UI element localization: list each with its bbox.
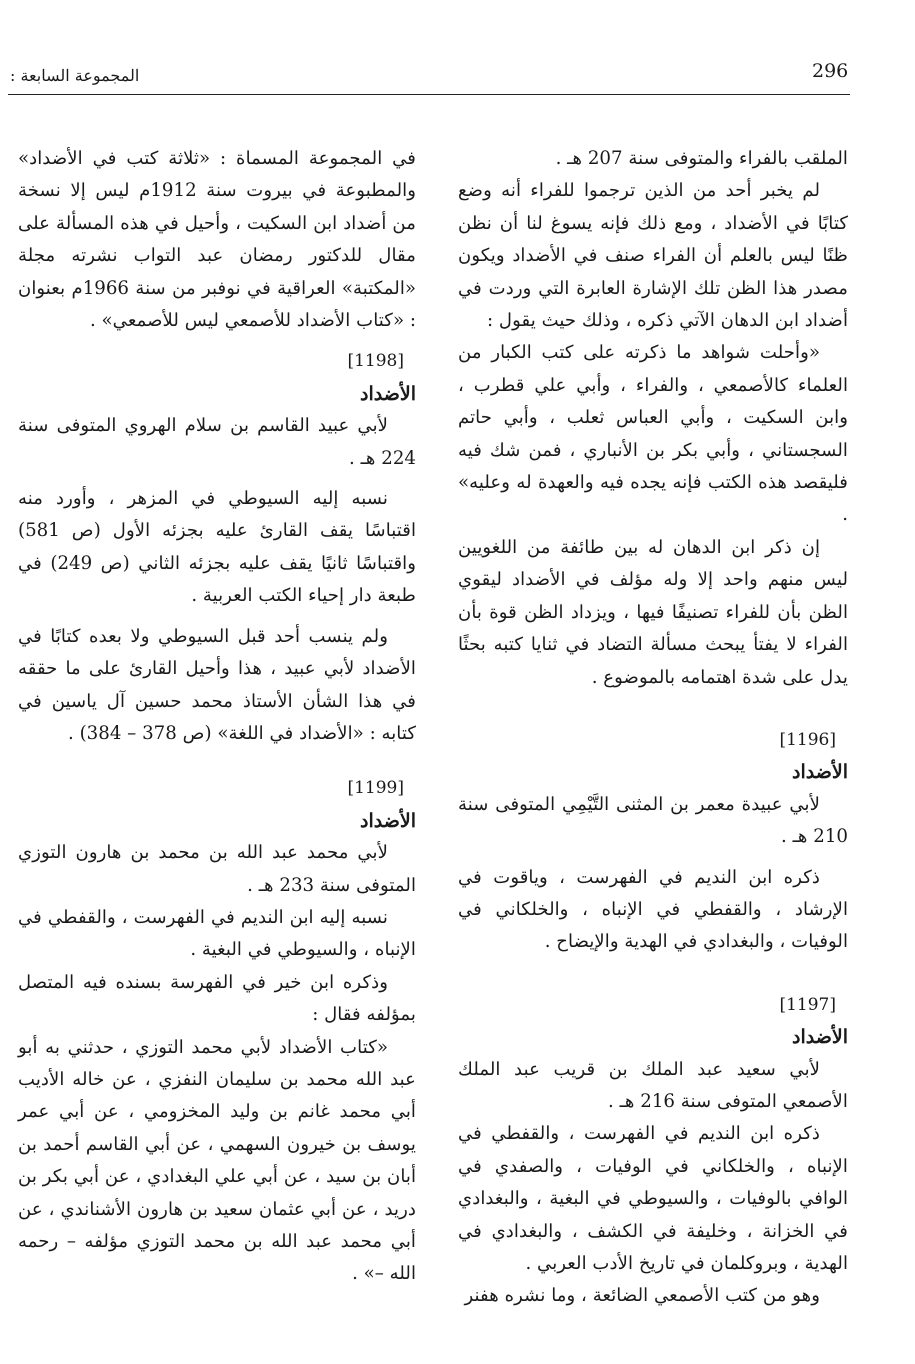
intro-line: الملقب بالفراء والمتوفى سنة 207 هـ .: [555, 148, 848, 169]
right-column: [458, 143, 848, 1313]
running-title: المجموعة السابعة :: [10, 66, 140, 85]
spacer: [458, 854, 848, 862]
entry-number-1198: [1198]: [347, 351, 404, 372]
entry-title-1197: الأضداد: [792, 1026, 848, 1049]
entry-body-1198-a: نسبه إليه السيوطي في المزهر ، وأورد منه اقتباسًا يقف القارئ عليه بجزئه الأول (ص 581) واقتباسًا ثانيًا يقف عليه بجزئه الثاني (ص 249) في طبعة دار إحياء الكتب العربية .: [18, 488, 416, 607]
entry-number-1196: [1196]: [779, 729, 836, 750]
entry-title-1199: الأضداد: [360, 809, 416, 832]
entry-number-1197: [1197]: [779, 994, 836, 1015]
spacer: [18, 475, 416, 483]
spacer: [18, 337, 416, 345]
dahhan-paragraph: إن ذكر ابن الدهان له بين طائفة من اللغويين ليس منهم واحد إلا وله مؤلف في الأضداد ليقوي الظن بأن للفراء تصنيفًا فيها ، ويزداد الظن قوة بأن الفراء لا يفتأ يبحث مسألة التضاد في ثنايا كتبه بحثًا يدل على شدة اهتمامه بالموضوع .: [458, 536, 848, 688]
ibn-khayr-quote: «كتاب الأضداد لأبي محمد التوزي ، حدثني به أبو عبد الله محمد بن سليمان النفزي ، عن خاله الأديب أبي محمد غانم بن وليد المخزومي ، عن أبي عمر يوسف بن خيرون السهمي ، عن أبي القاسم أحمد بن أبان بن سيد ، عن أبي علي البغدادي ، عن أبي بكر بن دريد ، عن أبي عثمان سعيد بن هارون الأشناندي ، عن أبي محمد عبد الله بن محمد التوزي مؤلفه – رحمه الله –» .: [18, 1036, 416, 1285]
entry-title-1196: الأضداد: [792, 761, 848, 784]
entry-body-1198-b: ولم ينسب أحد قبل السيوطي ولا بعده كتابًا في الأضداد لأبي عبيد ، هذا وأحيل القارئ على ما حققه في هذا الشأن الأستاذ محمد حسين آل ياسين في كتابه : «الأضداد في اللغة» (ص 378 – 384) .: [18, 625, 416, 744]
entry-number-1199: [1199]: [347, 778, 404, 799]
spacer: [18, 613, 416, 621]
entry-author-1197: لأبي سعيد عبد الملك بن قريب عبد الملك الأصمعي المتوفى سنة 216 هـ .: [458, 1058, 848, 1112]
entry-title-1198: الأضداد: [360, 382, 416, 405]
farra-paragraph: لم يخبر أحد من الذين ترجموا للفراء أنه وضع كتابًا في الأضداد ، ومع ذلك فإنه يسوغ لنا أن نظن ظنًا ليس بالعلم أن الفراء صنف في الأضداد ويكون مصدر هذا الظن تلك الإشارة العابرة التي وردت في أضداد ابن الدهان الآتي ذكره ، وذلك حيث يقول :: [458, 180, 848, 332]
continuation-paragraph: في المجموعة المسماة : «ثلاثة كتب في الأضداد» والمطبوعة في بيروت سنة 1912م ليس إلا نسخة من أضداد ابن السكيت ، وأحيل في هذه المسألة على مقال للدكتور رمضان عبد التواب نشرته مجلة «المكتبة» العراقية في نوفبر من سنة 1966م بعنوان : «كتاب الأضداد للأصمعي ليس للأصمعي» .: [18, 148, 416, 332]
header-rule: [8, 94, 850, 95]
entry-body-1196: ذكره ابن النديم في الفهرست ، وياقوت في الإرشاد ، والقفطي في الإنباه ، والخلكاني في الوفيات ، والبغدادي في الهدية والإيضاح .: [458, 866, 848, 953]
entry-tail-1197: وهو من كتب الأصمعي الضائعة ، وما نشره هفنر: [464, 1285, 820, 1307]
page-header: [0, 58, 915, 98]
left-column: [18, 143, 416, 1291]
entry-body-1199-a: نسبه إليه ابن النديم في الفهرست ، والقفطي في الإنباه ، والسيوطي في البغية .: [18, 906, 416, 961]
entry-body-1197: ذكره ابن النديم في الفهرست ، والقفطي في الإنباه ، والخلكاني في الوفيات ، والصفدي في الوافي بالوفيات ، والسيوطي في البغية ، والبغدادي في الخزانة ، وخليفة في الكشف ، والبغدادي في الهدية ، وبروكلمان في تاريخ الأدب العربي .: [458, 1123, 848, 1274]
entry-author-1198: لأبي عبيد القاسم بن سلام الهروي المتوفى سنة 224 هـ .: [18, 415, 416, 469]
spacer: [458, 959, 848, 989]
spacer: [18, 750, 416, 772]
dahhan-quote: «وأحلت شواهد ما ذكرته على كتب الكبار من العلماء كالأصمعي ، والفراء ، وأبي علي قطرب ، وابن السكيت ، وأبي العباس ثعلب ، وأبي حاتم السجستاني ، وأبي بكر بن الأنباري ، فمن شك فيه فليقصد هذه الكتب فإنه يجده فيه والعهدة له وعليه» .: [458, 342, 848, 526]
entry-author-1199: لأبي محمد عبد الله بن محمد بن هارون التوزي المتوفى سنة 233 هـ .: [18, 842, 416, 896]
entry-author-1196: لأبي عبيدة معمر بن المثنى التَّيْمِي المتوفى سنة 210 هـ .: [458, 793, 848, 848]
page-number: 296: [812, 60, 849, 82]
entry-body-1199-b: وذكره ابن خير في الفهرسة بسنده فيه المتصل بمؤلفه فقال :: [18, 971, 416, 1026]
spacer: [458, 694, 848, 724]
